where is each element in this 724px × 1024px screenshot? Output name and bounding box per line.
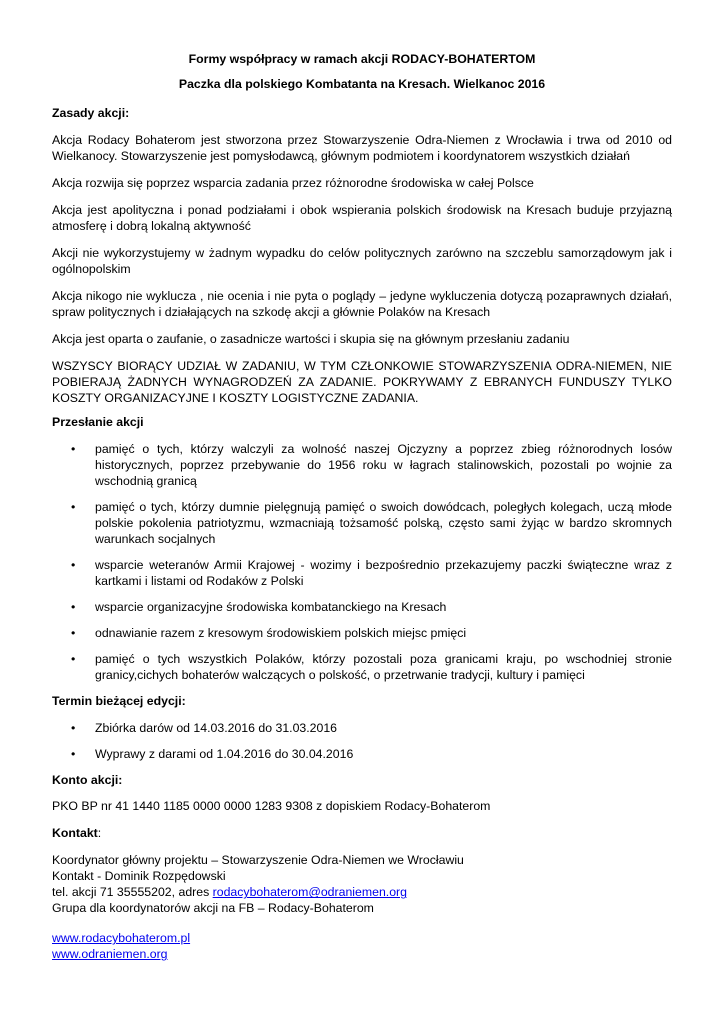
website-link-rodacybohaterom[interactable]: www.rodacybohaterom.pl [52, 931, 191, 946]
list-item [52, 721, 672, 737]
list-item-text: odnawianie razem z kresowym środowiskiem polskich miejsc pmięci [95, 625, 467, 640]
rules-paragraph: Akcja rozwija się poprzez wsparcia zadania przez różnorodne środowiska w całej Polsce [52, 175, 534, 190]
list-item [52, 626, 672, 642]
bullet-icon: • [71, 651, 76, 666]
list-item-text: wsparcie weteranów Armii Krajowej - wozimy i bezpośrednio przekazujemy paczki świąteczne wraz z kartkami i listami od Rodaków z Polski [95, 557, 672, 588]
list-item [52, 558, 672, 590]
list-item-text: pamięć o tych, którzy dumnie pielęgnują pamięć o swoich dowódcach, poległych kolegach, uczą młode polskie pokolenia patriotyzmu, wzmacniają tożsamość polską, często sami żyjąc w bardzo skromnych warunkach socjalnych [95, 499, 672, 546]
contact-block [52, 853, 672, 963]
contact-email-link[interactable]: rodacybohaterom@odraniemen.org [212, 885, 407, 900]
list-item-text: pamięć o tych wszystkich Polaków, którzy pozostali poza granicami kraju, po wschodniej stronie granicy,cichych bohaterów walczących o polskość, o przetrwanie tradycji, kultury i pamięci [95, 651, 672, 682]
contact-heading: Kontakt [52, 826, 98, 841]
bullet-icon: • [71, 499, 76, 514]
list-item-text: wsparcie organizacyjne środowiska kombatanckiego na Kresach [95, 599, 447, 614]
account-number: PKO BP nr 41 1440 1185 0000 0000 1283 9308 z dopiskiem Rodacy-Bohaterom [52, 799, 491, 814]
contact-fb-group: Grupa dla koordynatorów akcji na FB – Rodacy-Bohaterom [52, 901, 374, 916]
bullet-icon: • [71, 599, 76, 614]
caps-notice: WSZYSCY BIORĄCY UDZIAŁ W ZADANIU, W TYM CZŁONKOWIE STOWARZYSZENIA ODRA-NIEMEN, NIE POBIERAJĄ ŻADNYCH WYNAGRODZEŃ ZA ZADANIE. POKRYWAMY Z EBRANYCH FUNDUSZY TYLKO KOSZTY ORGANIZACYJNE I KOSZTY LOGISTYCZNE ZADANIA. [52, 358, 672, 405]
spacer [52, 917, 672, 931]
document-title: Formy współpracy w ramach akcji RODACY-BOHATERTOM [188, 52, 536, 66]
contact-coordinator: Koordynator główny projektu – Stowarzyszenie Odra-Niemen we Wrocławiu [52, 853, 464, 868]
rules-heading: Zasady akcji: [52, 105, 130, 120]
message-heading: Przesłanie akcji [52, 414, 144, 429]
account-heading: Konto akcji: [52, 772, 123, 787]
message-list [52, 442, 672, 684]
list-item [52, 500, 672, 548]
list-item [52, 600, 672, 616]
document-page [52, 52, 672, 963]
rules-paragraph: Akcja Rodacy Bohaterom jest stworzona przez Stowarzyszenie Odra-Niemen z Wrocławia i trwa od 2010 od Wielkanocy. Stowarzyszenie jest pomysłodawcą, głównym podmiotem i koordynatorem wszystkich działań [52, 132, 672, 163]
bullet-icon: • [71, 441, 76, 456]
website-line [52, 931, 672, 947]
website-line [52, 947, 672, 963]
website-link-odraniemen[interactable]: www.odraniemen.org [52, 947, 168, 962]
contact-phone: tel. akcji 71 35555202, adres [52, 885, 213, 900]
list-item-text: pamięć o tych, którzy walczyli za wolność naszej Ojczyzny a poprzez zbieg różnorodnych losów historycznych, poprzez przebywanie do 1956 roku w łagrach stalinowskich, pozostali po wojnie za wschodnią granicą [95, 441, 672, 488]
rules-paragraph: Akcja jest oparta o zaufanie, o zasadnicze wartości i skupia się na głównym przesłaniu zadaniu [52, 331, 570, 346]
list-item [52, 442, 672, 490]
rules-paragraph: Akcji nie wykorzystujemy w żadnym wypadku do celów politycznych zarówno na szczeblu samorządowym jak i ogólnopolskim [52, 245, 672, 276]
term-list [52, 721, 672, 763]
contact-person: Kontakt - Dominik Rozpędowski [52, 869, 226, 884]
contact-phone-line [52, 885, 672, 901]
list-item-text: Zbiórka darów od 14.03.2016 do 31.03.2016 [95, 720, 338, 735]
list-item-text: Wyprawy z darami od 1.04.2016 do 30.04.2016 [95, 746, 354, 761]
bullet-icon: • [71, 746, 76, 761]
term-heading: Termin bieżącej edycji: [52, 693, 186, 708]
contact-heading-line [52, 826, 672, 842]
list-item [52, 747, 672, 763]
rules-paragraph: Akcja nikogo nie wyklucza , nie ocenia i nie pyta o poglądy – jedyne wykluczenia dotyczą pozaprawnych działań, spraw politycznych i działających na szkodę akcji a głównie Polaków na Kresach [52, 288, 672, 319]
contact-heading-colon: : [97, 826, 102, 841]
bullet-icon: • [71, 720, 76, 735]
bullet-icon: • [71, 557, 76, 572]
bullet-icon: • [71, 625, 76, 640]
rules-paragraph: Akcja jest apolityczna i ponad podziałami i obok wspierania polskich środowisk na Kresach buduje przyjazną atmosferę i dobrą lokalną aktywność [52, 202, 672, 233]
document-subtitle: Paczka dla polskiego Kombatanta na Kresach. Wielkanoc 2016 [178, 76, 546, 91]
list-item [52, 652, 672, 684]
